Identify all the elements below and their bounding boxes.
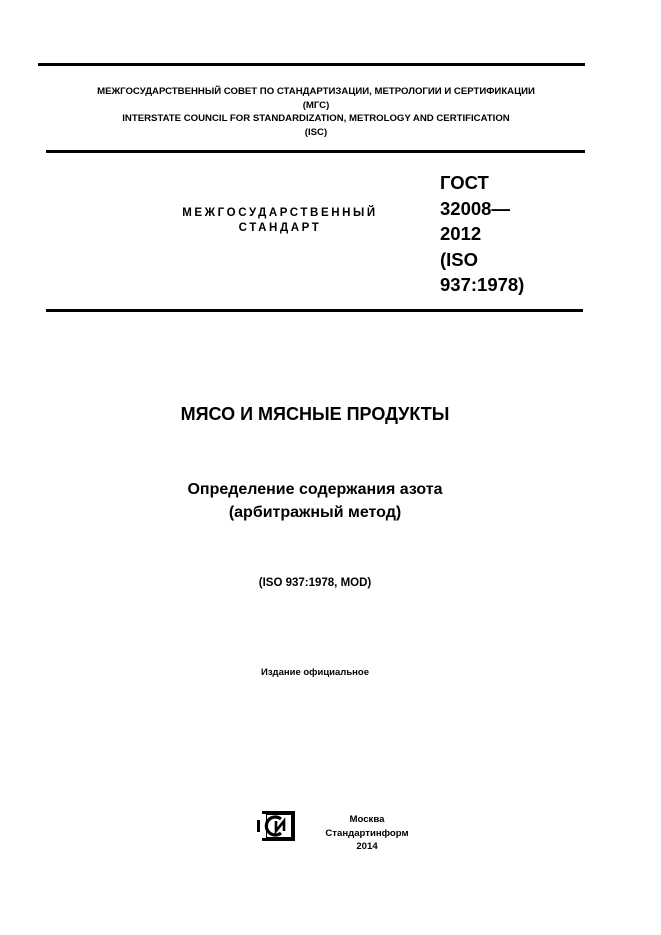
designation-line1: ГОСТ xyxy=(440,172,489,193)
top-rule xyxy=(38,63,585,66)
publisher-name: Стандартинформ xyxy=(325,827,409,839)
standartinform-logo-icon xyxy=(254,810,296,842)
designation-line4: (ISO xyxy=(440,248,479,270)
publisher-year: 2014 xyxy=(356,841,378,852)
council-abbr-ru: (МГС) xyxy=(302,99,330,111)
document-subtitle xyxy=(60,478,570,524)
document-title: МЯСО И МЯСНЫЕ ПРОДУКТЫ xyxy=(180,404,450,424)
publisher-imprint xyxy=(312,813,422,854)
subtitle-line2: (арбитражный метод) xyxy=(228,504,402,521)
subtitle-line1: Определение содержания азота xyxy=(187,481,443,498)
standard-kind xyxy=(160,206,400,236)
council-name-en: INTERSTATE COUNCIL FOR STANDARDIZATION, METROLOGY AND CERTIFICATION xyxy=(122,113,510,124)
standard-kind-line2: СТАНДАРТ xyxy=(238,222,322,234)
standard-designation xyxy=(440,170,524,298)
designation-line5: 937:1978) xyxy=(440,274,525,295)
council-abbr-en: (ISC) xyxy=(304,126,328,138)
designation-line2: 32008— xyxy=(440,197,510,219)
iso-reference: (ISO 937:1978, MOD) xyxy=(258,577,372,589)
edition-note: Издание официальное xyxy=(261,667,369,678)
council-block xyxy=(40,85,592,139)
standard-kind-line1: МЕЖГОСУДАРСТВЕННЫЙ xyxy=(182,207,378,219)
publisher-city: Москва xyxy=(349,814,385,825)
header-rule xyxy=(46,309,583,312)
designation-line3: 2012 xyxy=(440,223,482,244)
council-rule xyxy=(46,150,585,153)
council-name-ru: МЕЖГОСУДАРСТВЕННЫЙ СОВЕТ ПО СТАНДАРТИЗАЦИИ, МЕТРОЛОГИИ И СЕРТИФИКАЦИИ xyxy=(97,86,535,97)
